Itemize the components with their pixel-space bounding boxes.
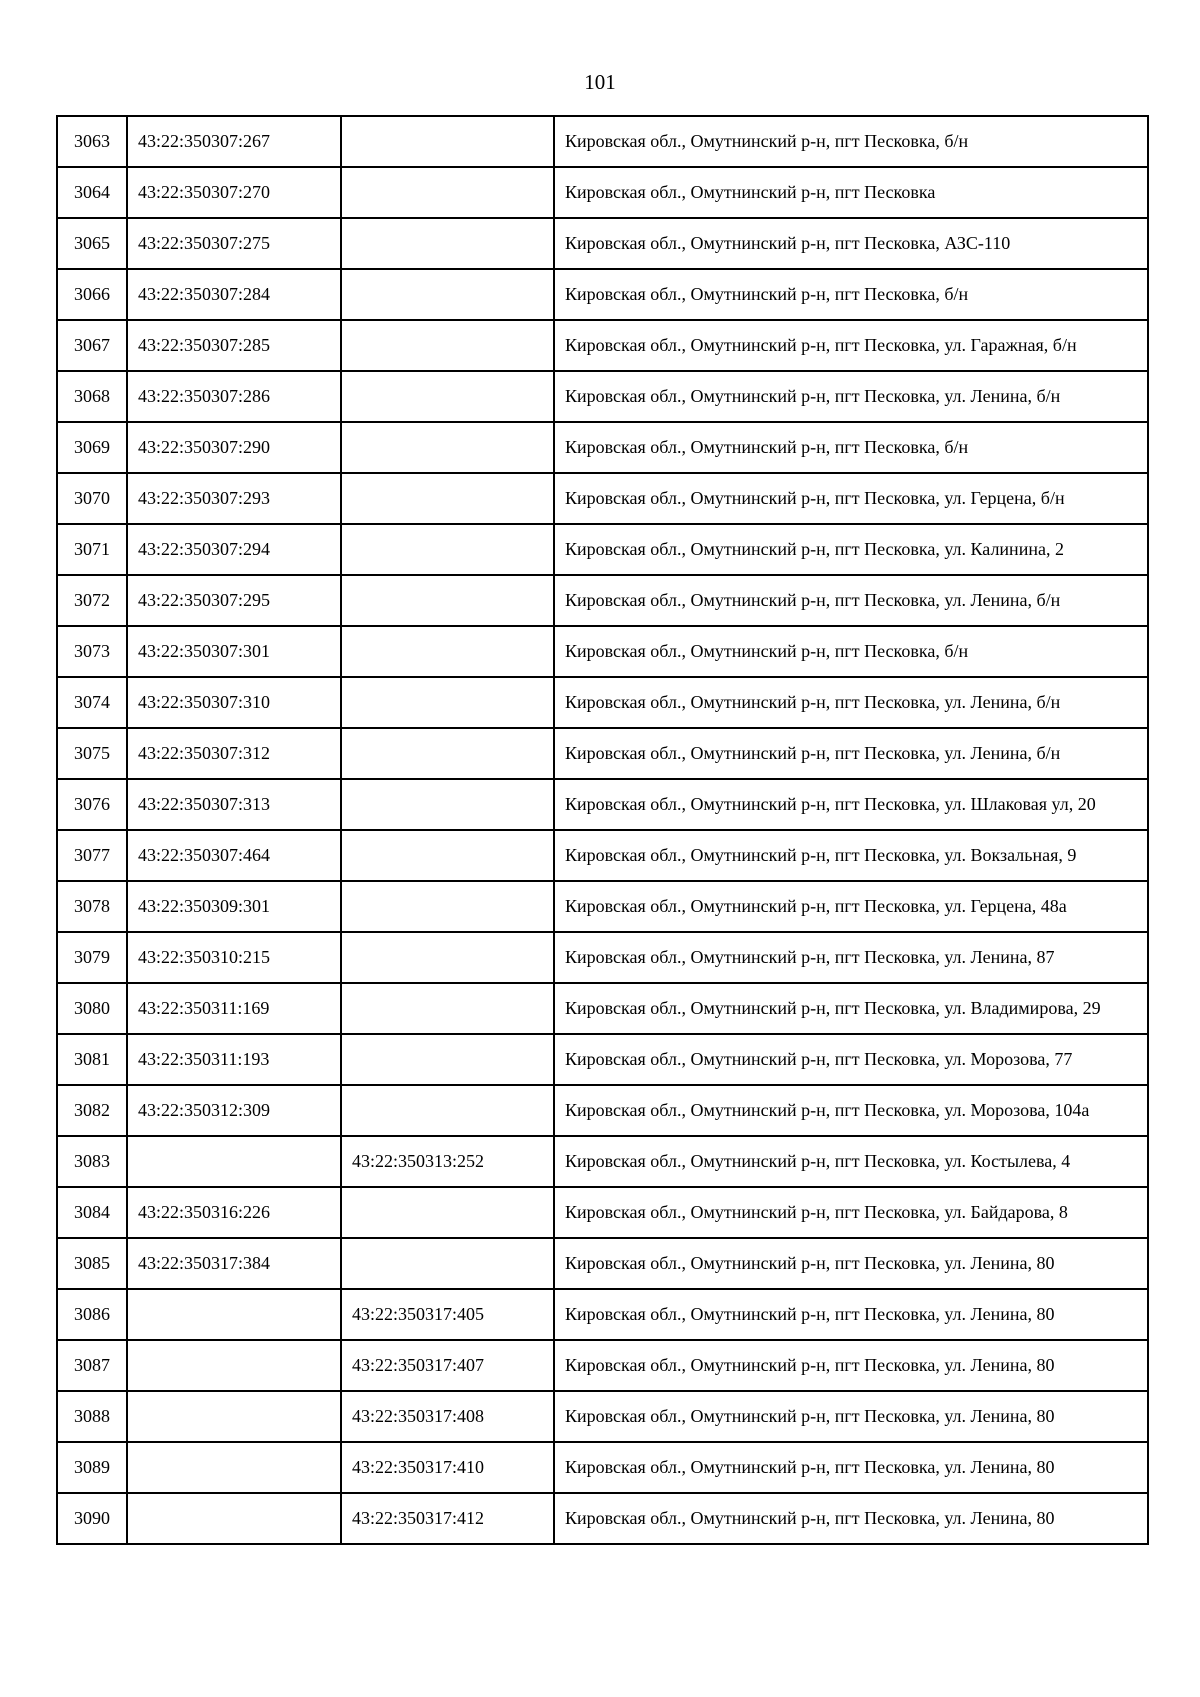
- row-number-cell: 3065: [57, 218, 127, 269]
- cadastral-number-alt-cell: [341, 1085, 554, 1136]
- cadastral-number-cell: 43:22:350316:226: [127, 1187, 341, 1238]
- cadastral-number-alt-cell: [341, 983, 554, 1034]
- address-cell: Кировская обл., Омутнинский р-н, пгт Песковка, АЗС-110: [554, 218, 1148, 269]
- row-number-cell: 3067: [57, 320, 127, 371]
- cadastral-number-cell: 43:22:350307:285: [127, 320, 341, 371]
- cadastral-number-alt-cell: [341, 779, 554, 830]
- address-cell: Кировская обл., Омутнинский р-н, пгт Песковка, б/н: [554, 269, 1148, 320]
- row-number-cell: 3081: [57, 1034, 127, 1085]
- cadastral-number-cell: [127, 1340, 341, 1391]
- cadastral-number-cell: 43:22:350312:309: [127, 1085, 341, 1136]
- table-row: [57, 626, 1148, 677]
- row-number-cell: 3087: [57, 1340, 127, 1391]
- cadastral-number-alt-cell: [341, 626, 554, 677]
- row-number-cell: 3071: [57, 524, 127, 575]
- table-row: [57, 728, 1148, 779]
- row-number-cell: 3077: [57, 830, 127, 881]
- cadastral-number-cell: 43:22:350309:301: [127, 881, 341, 932]
- row-number-cell: 3070: [57, 473, 127, 524]
- address-cell: Кировская обл., Омутнинский р-н, пгт Песковка, ул. Костылева, 4: [554, 1136, 1148, 1187]
- cadastral-number-alt-cell: [341, 269, 554, 320]
- address-cell: Кировская обл., Омутнинский р-н, пгт Песковка, ул. Ленина, 80: [554, 1289, 1148, 1340]
- address-cell: Кировская обл., Омутнинский р-н, пгт Песковка, ул. Ленина, б/н: [554, 575, 1148, 626]
- table-row: [57, 575, 1148, 626]
- registry-table-body: [57, 116, 1148, 1544]
- row-number-cell: 3064: [57, 167, 127, 218]
- cadastral-number-alt-cell: 43:22:350313:252: [341, 1136, 554, 1187]
- address-cell: Кировская обл., Омутнинский р-н, пгт Песковка: [554, 167, 1148, 218]
- row-number-cell: 3078: [57, 881, 127, 932]
- address-cell: Кировская обл., Омутнинский р-н, пгт Песковка, ул. Ленина, 80: [554, 1340, 1148, 1391]
- cadastral-number-alt-cell: [341, 1238, 554, 1289]
- registry-table: [56, 115, 1149, 1545]
- row-number-cell: 3080: [57, 983, 127, 1034]
- cadastral-number-cell: [127, 1442, 341, 1493]
- row-number-cell: 3074: [57, 677, 127, 728]
- cadastral-number-cell: 43:22:350307:464: [127, 830, 341, 881]
- row-number-cell: 3083: [57, 1136, 127, 1187]
- address-cell: Кировская обл., Омутнинский р-н, пгт Песковка, б/н: [554, 626, 1148, 677]
- cadastral-number-cell: 43:22:350307:284: [127, 269, 341, 320]
- row-number-cell: 3068: [57, 371, 127, 422]
- address-cell: Кировская обл., Омутнинский р-н, пгт Песковка, ул. Ленина, 80: [554, 1391, 1148, 1442]
- row-number-cell: 3088: [57, 1391, 127, 1442]
- row-number-cell: 3079: [57, 932, 127, 983]
- row-number-cell: 3085: [57, 1238, 127, 1289]
- address-cell: Кировская обл., Омутнинский р-н, пгт Песковка, ул. Ленина, 80: [554, 1238, 1148, 1289]
- row-number-cell: 3063: [57, 116, 127, 167]
- cadastral-number-alt-cell: 43:22:350317:405: [341, 1289, 554, 1340]
- cadastral-number-cell: 43:22:350307:310: [127, 677, 341, 728]
- cadastral-number-alt-cell: [341, 473, 554, 524]
- address-cell: Кировская обл., Омутнинский р-н, пгт Песковка, ул. Байдарова, 8: [554, 1187, 1148, 1238]
- cadastral-number-alt-cell: [341, 167, 554, 218]
- cadastral-number-cell: 43:22:350307:295: [127, 575, 341, 626]
- address-cell: Кировская обл., Омутнинский р-н, пгт Песковка, ул. Гаражная, б/н: [554, 320, 1148, 371]
- cadastral-number-cell: 43:22:350307:313: [127, 779, 341, 830]
- row-number-cell: 3075: [57, 728, 127, 779]
- table-row: [57, 524, 1148, 575]
- address-cell: Кировская обл., Омутнинский р-н, пгт Песковка, ул. Калинина, 2: [554, 524, 1148, 575]
- cadastral-number-cell: 43:22:350307:301: [127, 626, 341, 677]
- cadastral-number-alt-cell: 43:22:350317:412: [341, 1493, 554, 1544]
- table-row: [57, 1493, 1148, 1544]
- table-row: [57, 320, 1148, 371]
- cadastral-number-cell: 43:22:350307:293: [127, 473, 341, 524]
- cadastral-number-cell: 43:22:350311:193: [127, 1034, 341, 1085]
- cadastral-number-alt-cell: [341, 422, 554, 473]
- cadastral-number-alt-cell: 43:22:350317:408: [341, 1391, 554, 1442]
- cadastral-number-alt-cell: [341, 116, 554, 167]
- cadastral-number-alt-cell: [341, 881, 554, 932]
- row-number-cell: 3090: [57, 1493, 127, 1544]
- address-cell: Кировская обл., Омутнинский р-н, пгт Песковка, ул. Герцена, б/н: [554, 473, 1148, 524]
- table-row: [57, 116, 1148, 167]
- cadastral-number-cell: 43:22:350317:384: [127, 1238, 341, 1289]
- table-row: [57, 473, 1148, 524]
- cadastral-number-alt-cell: [341, 218, 554, 269]
- table-row: [57, 983, 1148, 1034]
- cadastral-number-cell: 43:22:350307:294: [127, 524, 341, 575]
- cadastral-number-cell: [127, 1493, 341, 1544]
- row-number-cell: 3072: [57, 575, 127, 626]
- table-row: [57, 269, 1148, 320]
- table-row: [57, 1034, 1148, 1085]
- table-row: [57, 371, 1148, 422]
- row-number-cell: 3076: [57, 779, 127, 830]
- address-cell: Кировская обл., Омутнинский р-н, пгт Песковка, ул. Морозова, 77: [554, 1034, 1148, 1085]
- table-row: [57, 932, 1148, 983]
- table-row: [57, 167, 1148, 218]
- cadastral-number-cell: 43:22:350307:267: [127, 116, 341, 167]
- address-cell: Кировская обл., Омутнинский р-н, пгт Песковка, б/н: [554, 116, 1148, 167]
- address-cell: Кировская обл., Омутнинский р-н, пгт Песковка, б/н: [554, 422, 1148, 473]
- cadastral-number-cell: 43:22:350307:290: [127, 422, 341, 473]
- address-cell: Кировская обл., Омутнинский р-н, пгт Песковка, ул. Герцена, 48а: [554, 881, 1148, 932]
- address-cell: Кировская обл., Омутнинский р-н, пгт Песковка, ул. Ленина, б/н: [554, 677, 1148, 728]
- table-row: [57, 881, 1148, 932]
- table-row: [57, 1085, 1148, 1136]
- table-row: [57, 1136, 1148, 1187]
- cadastral-number-alt-cell: [341, 320, 554, 371]
- cadastral-number-alt-cell: 43:22:350317:407: [341, 1340, 554, 1391]
- address-cell: Кировская обл., Омутнинский р-н, пгт Песковка, ул. Ленина, 80: [554, 1493, 1148, 1544]
- cadastral-number-cell: 43:22:350311:169: [127, 983, 341, 1034]
- table-row: [57, 422, 1148, 473]
- table-row: [57, 1187, 1148, 1238]
- address-cell: Кировская обл., Омутнинский р-н, пгт Песковка, ул. Ленина, б/н: [554, 728, 1148, 779]
- cadastral-number-alt-cell: [341, 1187, 554, 1238]
- row-number-cell: 3089: [57, 1442, 127, 1493]
- cadastral-number-cell: 43:22:350307:270: [127, 167, 341, 218]
- address-cell: Кировская обл., Омутнинский р-н, пгт Песковка, ул. Шлаковая ул, 20: [554, 779, 1148, 830]
- address-cell: Кировская обл., Омутнинский р-н, пгт Песковка, ул. Ленина, б/н: [554, 371, 1148, 422]
- row-number-cell: 3082: [57, 1085, 127, 1136]
- table-row: [57, 1442, 1148, 1493]
- cadastral-number-alt-cell: [341, 830, 554, 881]
- cadastral-number-cell: 43:22:350307:286: [127, 371, 341, 422]
- table-row: [57, 218, 1148, 269]
- table-row: [57, 1391, 1148, 1442]
- page-number: 101: [584, 70, 616, 94]
- address-cell: Кировская обл., Омутнинский р-н, пгт Песковка, ул. Вокзальная, 9: [554, 830, 1148, 881]
- cadastral-number-alt-cell: [341, 575, 554, 626]
- cadastral-number-alt-cell: [341, 932, 554, 983]
- cadastral-number-alt-cell: [341, 677, 554, 728]
- row-number-cell: 3073: [57, 626, 127, 677]
- table-row: [57, 779, 1148, 830]
- table-row: [57, 677, 1148, 728]
- address-cell: Кировская обл., Омутнинский р-н, пгт Песковка, ул. Ленина, 87: [554, 932, 1148, 983]
- cadastral-number-cell: [127, 1136, 341, 1187]
- cadastral-number-alt-cell: [341, 1034, 554, 1085]
- row-number-cell: 3084: [57, 1187, 127, 1238]
- row-number-cell: 3066: [57, 269, 127, 320]
- table-row: [57, 1340, 1148, 1391]
- cadastral-number-alt-cell: 43:22:350317:410: [341, 1442, 554, 1493]
- row-number-cell: 3086: [57, 1289, 127, 1340]
- cadastral-number-cell: [127, 1289, 341, 1340]
- cadastral-number-cell: [127, 1391, 341, 1442]
- table-row: [57, 1289, 1148, 1340]
- cadastral-number-cell: 43:22:350307:312: [127, 728, 341, 779]
- address-cell: Кировская обл., Омутнинский р-н, пгт Песковка, ул. Владимирова, 29: [554, 983, 1148, 1034]
- table-row: [57, 1238, 1148, 1289]
- cadastral-number-alt-cell: [341, 728, 554, 779]
- cadastral-number-alt-cell: [341, 524, 554, 575]
- cadastral-number-cell: 43:22:350310:215: [127, 932, 341, 983]
- cadastral-number-cell: 43:22:350307:275: [127, 218, 341, 269]
- table-row: [57, 830, 1148, 881]
- cadastral-number-alt-cell: [341, 371, 554, 422]
- address-cell: Кировская обл., Омутнинский р-н, пгт Песковка, ул. Ленина, 80: [554, 1442, 1148, 1493]
- row-number-cell: 3069: [57, 422, 127, 473]
- address-cell: Кировская обл., Омутнинский р-н, пгт Песковка, ул. Морозова, 104а: [554, 1085, 1148, 1136]
